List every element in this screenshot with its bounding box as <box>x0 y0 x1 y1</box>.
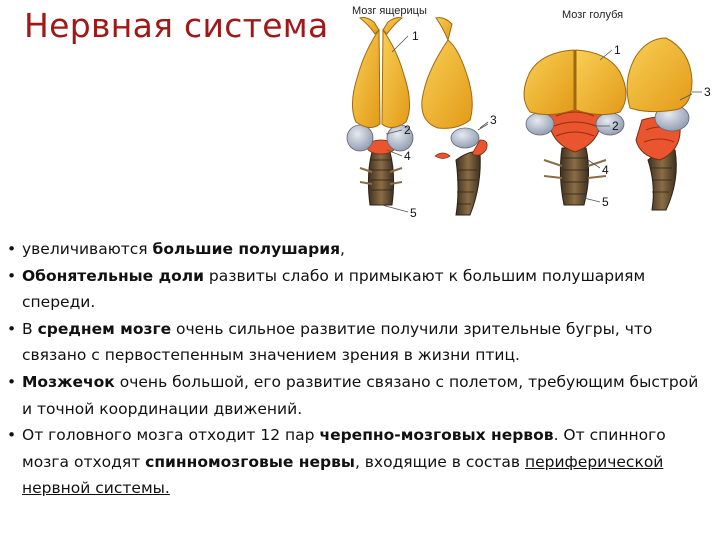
lizard-label-4: 4 <box>404 149 411 163</box>
bullet-item <box>6 422 712 502</box>
pigeon-label-3: 3 <box>704 85 711 99</box>
lizard-brain-caption: Мозг ящерицы <box>352 5 427 17</box>
bullet-bold-term: среднем мозге <box>37 319 172 338</box>
bullet-text: увеличиваются <box>22 240 153 258</box>
lizard-brain-side-view <box>422 18 488 215</box>
bullet-item <box>6 369 712 422</box>
bullet-text: развиты слабо и примыкают к большим полушариям спереди. <box>22 266 646 312</box>
brain-diagram <box>330 0 720 232</box>
bullet-bold-term: большие полушария <box>152 240 341 258</box>
bullet-text: В <box>22 319 38 338</box>
pigeon-label-4: 4 <box>602 163 609 177</box>
bullet-item <box>6 236 712 263</box>
bullet-item <box>6 316 712 369</box>
lizard-brain-top-view <box>347 18 413 206</box>
pigeon-brain-caption: Мозг голубя <box>562 9 624 21</box>
lizard-label-3: 3 <box>490 113 497 127</box>
pigeon-brain-top-view <box>524 50 626 205</box>
bullet-text: От головного мозга отходит 12 пар <box>22 426 320 445</box>
bullet-text: , <box>340 240 345 258</box>
pigeon-label-2: 2 <box>612 119 619 133</box>
lizard-label-1: 1 <box>412 29 419 43</box>
pigeon-label-5: 5 <box>602 195 609 209</box>
bullet-item <box>6 263 712 316</box>
bullet-list <box>6 236 712 502</box>
slide-title: Нервная система <box>24 6 329 45</box>
bullet-text: очень сильное развитие получили зрительные бугры, что связано с первостепенным значением зрения в жизни птиц. <box>22 319 653 365</box>
bullet-text: очень большой, его развитие связано с полетом, требующим быстрой и точной координации движений. <box>22 372 699 418</box>
bullet-bold-term: Обонятельные доли <box>22 266 204 285</box>
underlined-text: периферической нервной системы. <box>22 452 664 498</box>
bullet-bold-term: Мозжечок <box>22 372 115 391</box>
lizard-label-2: 2 <box>404 123 411 137</box>
brain-comparison-figure <box>330 0 720 232</box>
pigeon-label-1: 1 <box>614 43 621 57</box>
pigeon-brain-side-view <box>627 38 692 210</box>
lizard-label-5: 5 <box>410 206 417 220</box>
bullet-bold-term: спинномозговые нервы <box>145 452 355 471</box>
bullet-bold-term: черепно-мозговых нервов <box>319 426 554 445</box>
bullet-text: . От спинного мозга отходят <box>22 426 666 471</box>
bullet-text: , входящие в состав <box>354 452 525 471</box>
